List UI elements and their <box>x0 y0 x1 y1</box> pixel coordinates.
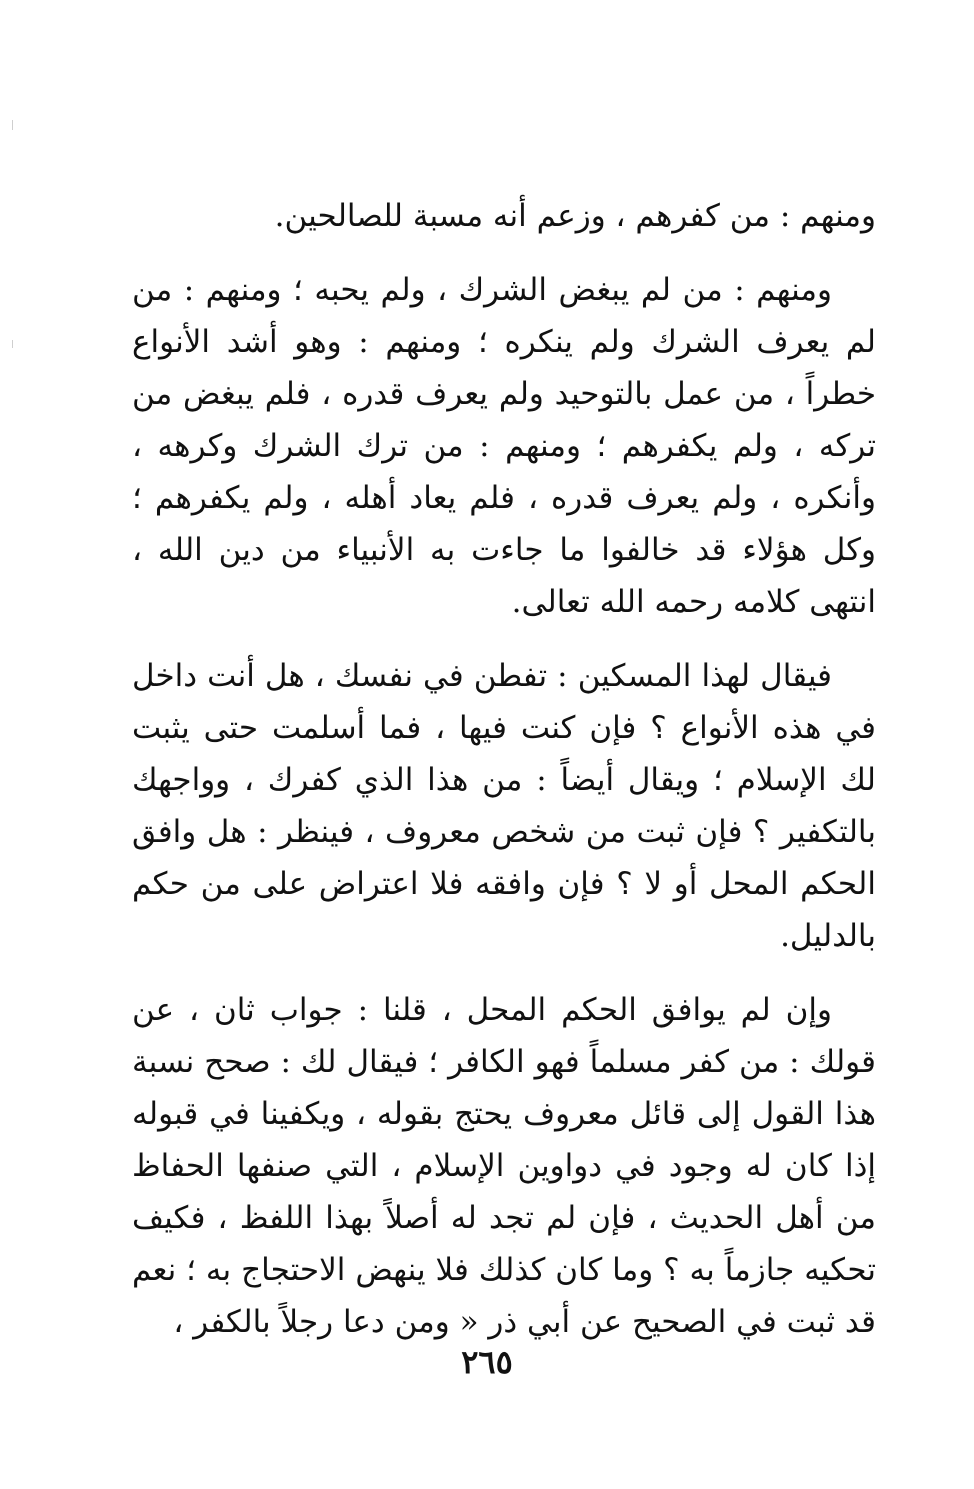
page-number: ٢٦٥ <box>461 1343 513 1381</box>
paragraph-1: ومنهم : من كفرهم ، وزعم أنه مسبة للصالحين. <box>274 198 876 234</box>
scan-artifact <box>12 340 13 348</box>
scan-artifact <box>12 120 13 130</box>
paragraph-3: فيقال لهذا المسكين : تفطن في نفسك ، هل أنت داخل في هذه الأنواع ؟ فإن كنت فيها ، فما أسلمت حتى يثبت لك الإسلام ؛ ويقال أيضاً : من هذا الذي كفرك ، وواجهك بالتكفير ؟ فإن ثبت من شخص معروف ، فينظر : هل وافق الحكم المحل أو لا ؟ فإن وافقه فلا اعتراض على من حكم بالدليل. <box>132 658 877 954</box>
paragraph-2: ومنهم : من لم يبغض الشرك ، ولم يحبه ؛ ومنهم : من لم يعرف الشرك ولم ينكره ؛ ومنهم : وهو أشد الأنواع خطراً ، من عمل بالتوحيد ولم يعرف قدره ، فلم يبغض من تركه ، ولم يكفرهم ؛ ومنهم : من ترك الشرك وكرهه ، وأنكره ، ولم يعرف قدره ، فلم يعاد أهله ، ولم يكفرهم ؛ وكل هؤلاء قد خالفوا ما جاءت به الأنبياء من دين الله ، انتهى كلامه رحمه الله تعالى. <box>132 272 876 620</box>
body-text <box>132 190 876 1370</box>
paragraph-4: وإن لم يوافق الحكم المحل ، قلنا : جواب ثان ، عن قولك : من كفر مسلماً فهو الكافر ؛ فيقال لك : صحح نسبة هذا القول إلى قائل معروف يحتج بقوله ، ويكفينا في قبوله إذا كان له وجود في دواوين الإسلام ، التي صنفها الحفاظ من أهل الحديث ، فإن لم تجد له أصلاً بهذا اللفظ ، فكيف تحكيه جازماً به ؟ وما كان كذلك فلا ينهض الاحتجاج به ؛ نعم قد ثبت في الصحيح عن أبي ذر « ومن دعا رجلاً بالكفر ، <box>132 992 876 1340</box>
